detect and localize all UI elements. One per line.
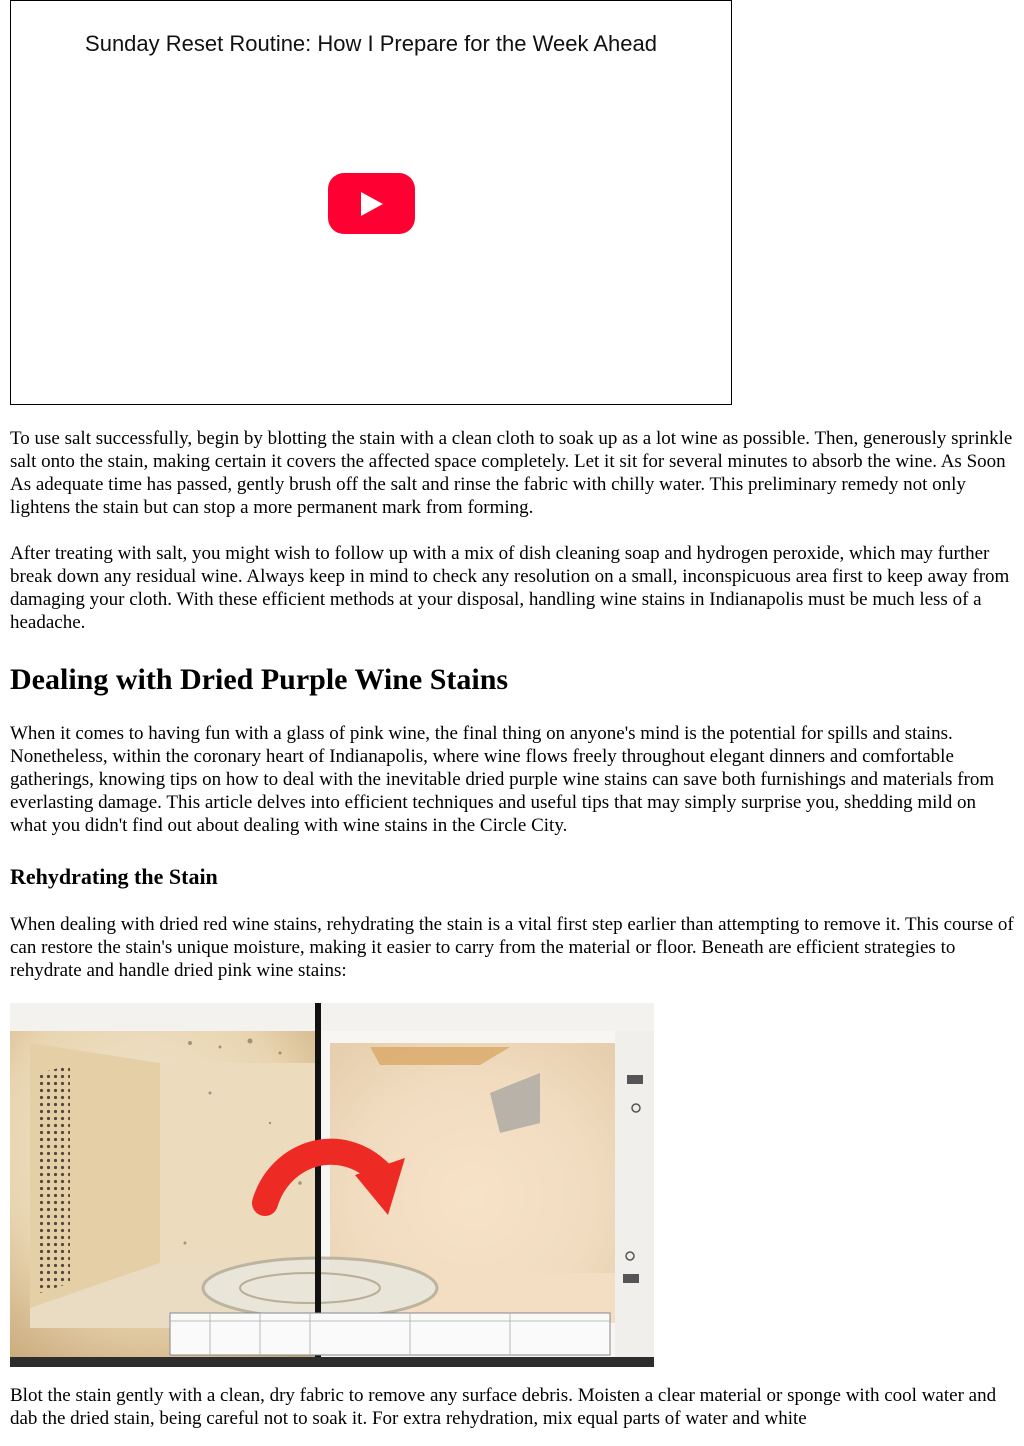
article-paragraph: When it comes to having fun with a glass of pink wine, the final thing on anyone's mind is the potential for spills and stains. Nonetheless, within the coronary heart of Indianapolis, where wine flows freely throughout elegant dinners and comfortable gatherings, knowing tips on how to deal with the inevitable dried purple wine stains can save both furnishings and materials from everlasting damage. This article delves into efficient techniques and useful tips that may simply surprise you, shedding mild on what you didn't find out about dealing with wine stains in the Circle City. [10,723,995,836]
article-paragraph: After treating with salt, you might wish to follow up with a mix of dish cleaning soap and hydrogen peroxide, which may further break down any residual wine. Always keep in mind to check any resolution on a small, inconspicuous area first to keep away from damaging your cloth. With these efficient methods at your disposal, handling wine stains in Indianapolis must be much less of a headache. [10,543,1010,633]
youtube-video-embed[interactable] [10,0,732,405]
article-paragraph: When dealing with dried red wine stains, rehydrating the stain is a vital first step earlier than attempting to remove it. This course of can restore the stain's unique moisture, making it easier to carry from the material or floor. Beneath are efficient strategies to rehydrate and handle dried pink wine stains: [10,914,1014,981]
subsection-heading: Rehydrating the Stain [10,864,218,889]
microwave-before-after-photo [10,1003,654,1367]
youtube-play-icon[interactable] [328,173,415,234]
microwave-illustration [10,1003,654,1367]
video-title[interactable]: Sunday Reset Routine: How I Prepare for the Week Ahead [85,31,657,56]
play-triangle-icon [361,192,383,216]
article-paragraph: Blot the stain gently with a clean, dry fabric to remove any surface debris. Moisten a clear material or sponge with cool water and dab the dried stain, being careful not to soak it. For extra rehydration, mix equal parts of water and white [10,1385,997,1429]
page [10,0,1014,1430]
article-paragraph: To use salt successfully, begin by blotting the stain with a clean cloth to soak up as a lot wine as possible. Then, generously sprinkle salt onto the stain, making certain it covers the affected space completely. Let it sit for several minutes to absorb the wine. As Soon As adequate time has passed, gently brush off the salt and rinse the fabric with chilly water. This preliminary remedy not only lightens the stain but can stop a more permanent mark from forming. [10,428,1013,518]
section-heading: Dealing with Dried Purple Wine Stains [10,663,509,696]
